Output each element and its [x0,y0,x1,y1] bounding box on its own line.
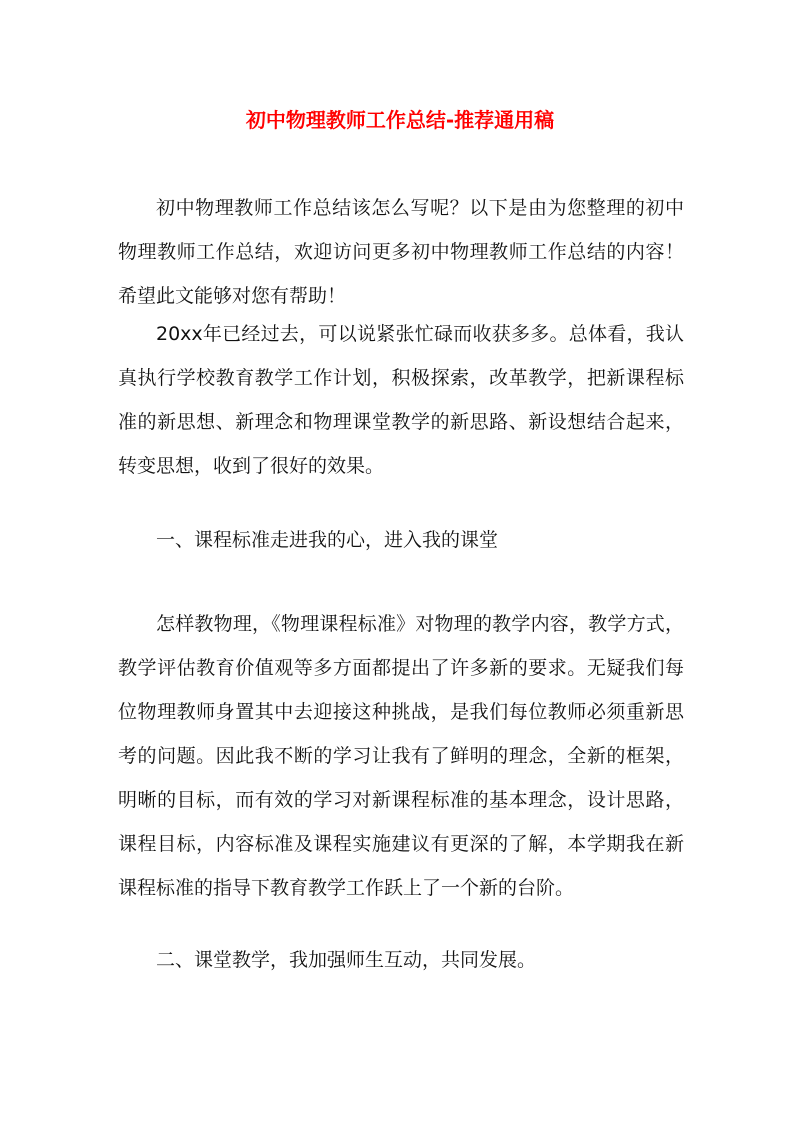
section-1-paragraph: 怎样教物理，《物理课程标准》对物理的教学内容，教学方式，教学评估教育价值观等多方面都提出了许多新的要求。无疑我们每位物理教师身置其中去迎接这种挑战，是我们每位教师必须重新思考的问题。因此我不断的学习让我有了鲜明的理念，全新的框架，明晰的目标，而有效的学习对新课程标准的基本理念，设计思路，课程目标，内容标准及课程实施建议有更深的了解，本学期我在新课程标准的指导下教育教学工作跃上了一个新的台阶。 [118,613,684,899]
document-title: 初中物理教师工作总结-推荐通用稿 [245,108,555,132]
intro-paragraph: 初中物理教师工作总结该怎么写呢？以下是由为您整理的初中物理教师工作总结，欢迎访问更多初中物理教师工作总结的内容！希望此文能够对您有帮助！ [118,197,684,307]
summary-paragraph: 20xx年已经过去，可以说紧张忙碌而收获多多。总体看，我认真执行学校教育教学工作计划，积极探索，改革教学，把新课程标准的新思想、新理念和物理课堂教学的新思路、新设想结合起来，转变思想，收到了很好的效果。 [118,323,684,477]
section-heading-1: 一、课程标准走进我的心，进入我的课堂 [156,529,499,551]
section-heading-2: 二、课堂教学，我加强师生互动，共同发展。 [156,949,537,971]
